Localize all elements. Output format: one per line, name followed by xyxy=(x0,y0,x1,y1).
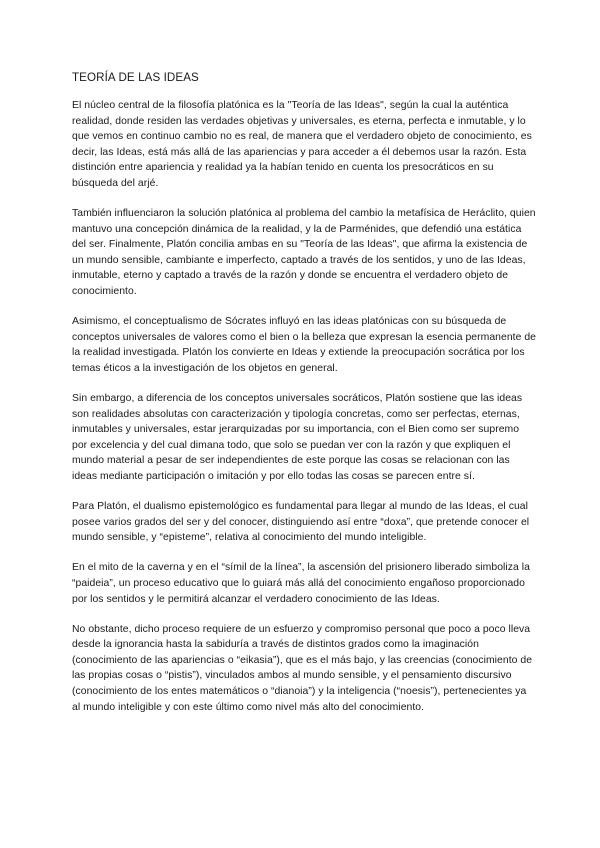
document-title: TEORÍA DE LAS IDEAS xyxy=(72,71,199,84)
paragraph-4: Sin embargo, a diferencia de los conceptos universales socráticos, Platón sostiene que las ideas son realidades absolutas con caracterización y tipología concretas, como ser perfectas, eternas, inmutables y universales, estar jerarquizadas por su importancia, con el Bien como ser supremo por excelencia y del cual dimana todo, que solo se puedan ver con la razón y que expliquen el mundo material a pesar de ser independientes de este porque las cosas se relacionan con las ideas mediante participación o imitación y por ello todas las cosas se parecen entre sí. xyxy=(72,393,523,482)
document-page xyxy=(72,70,536,730)
paragraph-2: También influenciaron la solución platónica al problema del cambio la metafísica de Heráclito, quien mantuvo una concepción dinámica de la realidad, y la de Parménides, que defendió una estática del ser. Finalmente, Platón concilia ambas en su "Teoría de las Ideas", que afirma la existencia de un mundo sensible, cambiante e imperfecto, captado a través de los sentidos, y uno de las Ideas, inmutable, eterno y captado a través de la razón y donde se encuentra el verdadero objeto de conocimiento. xyxy=(72,208,536,298)
paragraph-3: Asimismo, el conceptualismo de Sócrates influyó en las ideas platónicas con su búsqueda de conceptos universales de valores como el bien o la belleza que expresan la esencia permanente de la realidad investigada. Platón los convierte en Ideas y extiende la preocupación socrática por los temas éticos a la investigación de los objetos en general. xyxy=(72,316,537,374)
paragraph-5: Para Platón, el dualismo epistemológico es fundamental para llegar al mundo de las Ideas, el cual posee varios grados del ser y del conocer, distinguiendo así entre “doxa”, que pretende conocer el mundo sensible, y “episteme”, relativa al conocimiento del mundo inteligible. xyxy=(72,501,530,544)
paragraph-7: No obstante, dicho proceso requiere de un esfuerzo y compromiso personal que poco a poco lleva desde la ignorancia hasta la sabiduría a través de distintos grados como la imaginación (conocimiento de las apariencias o “eikasia”), que es el más bajo, y las creencias (conocimiento de las propias cosas o “pistis”), vinculados ambos al mundo sensible, y el pensamiento discursivo (conocimiento de los entes matemáticos o “dianoia”) y la inteligencia (“noesis”), pertenecientes ya al mundo inteligible y con este último como nivel más alto del conocimiento. xyxy=(72,623,533,713)
paragraph-6: En el mito de la caverna y en el “símil de la línea”, la ascensión del prisionero liberado simboliza la “paideia”, un proceso educativo que lo guiará más allá del conocimiento engañoso proporcionado por los sentidos y le permitirá alcanzar el verdadero conocimiento de las Ideas. xyxy=(72,562,530,605)
paragraph-1: El núcleo central de la filosofía platónica es la "Teoría de las Ideas", según la cual la auténtica realidad, donde residen las verdades objetivas y universales, es eterna, perfecta e inmutable, y lo que vemos en continuo cambio no es real, de manera que el verdadero objeto de conocimiento, es decir, las Ideas, está más allá de las apariencias y para acceder a él debemos usar la razón. Esta distinción entre apariencia y realidad ya la habían tenido en cuenta los presocráticos en su búsqueda del arjé. xyxy=(72,100,532,189)
